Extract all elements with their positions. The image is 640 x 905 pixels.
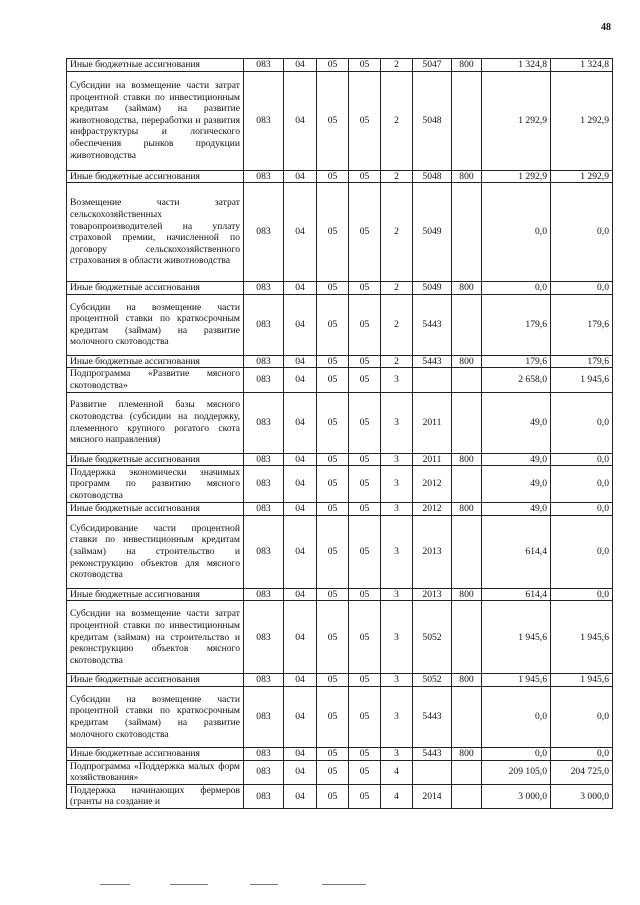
target-item-code: 2013	[413, 515, 452, 588]
expense-name: Иные бюджетные ассигнования	[67, 747, 244, 760]
expense-type-code	[452, 515, 482, 588]
target-item-code: 5443	[413, 686, 452, 747]
table-row	[67, 686, 613, 747]
table-row	[67, 515, 613, 588]
expense-name: Субсидии на возмещение части процентной ставки по краткосрочным кредитам (займам) на развитие молочного скотоводства	[67, 686, 244, 747]
subsection-code: 05	[317, 674, 349, 687]
subsection-code: 05	[317, 282, 349, 295]
expense-type-code: 800	[452, 453, 482, 466]
section-code: 04	[284, 59, 317, 72]
amount-second: 0,0	[551, 515, 613, 588]
amount-first: 0,0	[482, 282, 551, 295]
amount-first: 614,4	[482, 515, 551, 588]
target-item-code: 5443	[413, 294, 452, 355]
expense-type-code	[452, 601, 482, 674]
amount-second: 179,6	[551, 355, 613, 368]
amount-first: 49,0	[482, 503, 551, 516]
table-row	[67, 71, 613, 170]
expense-name: Поддержка начинающих фермеров (гранты на создание и	[67, 784, 244, 808]
ministry-code: 083	[244, 747, 284, 760]
section-code: 04	[284, 368, 317, 392]
section-code: 04	[284, 392, 317, 453]
program-code: 05	[349, 760, 381, 784]
expense-name: Возмещение части затрат сельскохозяйственных товаропроизводителей на уплату страховой премии, начисленной по договору сельскохозяйственного страхования в области животноводства	[67, 183, 244, 282]
ministry-code: 083	[244, 674, 284, 687]
table-row	[67, 503, 613, 516]
subsection-code: 05	[317, 784, 349, 808]
program-code: 05	[349, 294, 381, 355]
section-code: 04	[284, 747, 317, 760]
amount-second: 0,0	[551, 183, 613, 282]
program-code: 05	[349, 368, 381, 392]
subsection-code: 05	[317, 515, 349, 588]
program-code: 05	[349, 466, 381, 503]
program-code: 05	[349, 784, 381, 808]
amount-second: 1 292,9	[551, 170, 613, 183]
ministry-code: 083	[244, 368, 284, 392]
subprogram-code: 2	[381, 294, 413, 355]
amount-second: 3 000,0	[551, 784, 613, 808]
target-item-code: 5048	[413, 71, 452, 170]
amount-first: 614,4	[482, 588, 551, 601]
expense-type-code	[452, 784, 482, 808]
amount-first: 1 945,6	[482, 674, 551, 687]
target-item-code: 5049	[413, 282, 452, 295]
expense-type-code: 800	[452, 503, 482, 516]
amount-first: 49,0	[482, 392, 551, 453]
amount-second: 179,6	[551, 294, 613, 355]
program-code: 05	[349, 392, 381, 453]
table-row	[67, 588, 613, 601]
amount-second: 1 292,9	[551, 71, 613, 170]
subsection-code: 05	[317, 601, 349, 674]
budget-table-body	[67, 59, 613, 809]
subsection-code: 05	[317, 392, 349, 453]
table-row	[67, 760, 613, 784]
subsection-code: 05	[317, 183, 349, 282]
amount-second: 1 945,6	[551, 674, 613, 687]
amount-first: 0,0	[482, 686, 551, 747]
section-code: 04	[284, 601, 317, 674]
section-code: 04	[284, 71, 317, 170]
ministry-code: 083	[244, 515, 284, 588]
amount-first: 2 658,0	[482, 368, 551, 392]
table-row	[67, 282, 613, 295]
ministry-code: 083	[244, 503, 284, 516]
table-row	[67, 294, 613, 355]
amount-second: 1 945,6	[551, 368, 613, 392]
ministry-code: 083	[244, 453, 284, 466]
amount-second: 0,0	[551, 282, 613, 295]
subprogram-code: 2	[381, 183, 413, 282]
program-code: 05	[349, 183, 381, 282]
subprogram-code: 3	[381, 747, 413, 760]
section-code: 04	[284, 355, 317, 368]
subsection-code: 05	[317, 453, 349, 466]
subprogram-code: 3	[381, 588, 413, 601]
target-item-code: 5052	[413, 674, 452, 687]
amount-first: 209 105,0	[482, 760, 551, 784]
expense-name: Иные бюджетные ассигнования	[67, 59, 244, 72]
amount-first: 1 292,9	[482, 170, 551, 183]
section-code: 04	[284, 760, 317, 784]
section-code: 04	[284, 453, 317, 466]
ministry-code: 083	[244, 601, 284, 674]
amount-first: 1 324,8	[482, 59, 551, 72]
amount-first: 0,0	[482, 183, 551, 282]
section-code: 04	[284, 170, 317, 183]
target-item-code: 2011	[413, 392, 452, 453]
target-item-code: 5048	[413, 170, 452, 183]
subsection-code: 05	[317, 503, 349, 516]
ministry-code: 083	[244, 183, 284, 282]
subprogram-code: 3	[381, 515, 413, 588]
expense-name: Субсидии на возмещение части процентной ставки по краткосрочным кредитам (займам) на развитие молочного скотоводства	[67, 294, 244, 355]
amount-second: 1 945,6	[551, 601, 613, 674]
ministry-code: 083	[244, 760, 284, 784]
expense-type-code	[452, 686, 482, 747]
expense-name: Субсидии на возмещение части затрат процентной ставки по инвестиционным кредитам (займам) на строительство и реконструкцию объектов мясного скотоводства	[67, 601, 244, 674]
section-code: 04	[284, 282, 317, 295]
section-code: 04	[284, 466, 317, 503]
subsection-code: 05	[317, 588, 349, 601]
ministry-code: 083	[244, 294, 284, 355]
program-code: 05	[349, 747, 381, 760]
expense-type-code	[452, 368, 482, 392]
target-item-code	[413, 760, 452, 784]
page-bottom-marks	[0, 884, 640, 886]
program-code: 05	[349, 71, 381, 170]
section-code: 04	[284, 503, 317, 516]
program-code: 05	[349, 282, 381, 295]
target-item-code: 5443	[413, 747, 452, 760]
subprogram-code: 2	[381, 355, 413, 368]
expense-type-code: 800	[452, 59, 482, 72]
expense-name: Субсидии на возмещение части затрат процентной ставки по инвестиционным кредитам (займам) на развитие животноводства, переработки и развития инфраструктуры и логического обеспечения рынков продукции животноводства	[67, 71, 244, 170]
expense-type-code	[452, 466, 482, 503]
expense-name: Иные бюджетные ассигнования	[67, 503, 244, 516]
subsection-code: 05	[317, 686, 349, 747]
amount-first: 1 945,6	[482, 601, 551, 674]
program-code: 05	[349, 453, 381, 466]
target-item-code	[413, 368, 452, 392]
program-code: 05	[349, 588, 381, 601]
subprogram-code: 3	[381, 453, 413, 466]
target-item-code: 5047	[413, 59, 452, 72]
subprogram-code: 3	[381, 674, 413, 687]
expense-name: Иные бюджетные ассигнования	[67, 453, 244, 466]
ministry-code: 083	[244, 466, 284, 503]
expense-type-code: 800	[452, 170, 482, 183]
target-item-code: 2014	[413, 784, 452, 808]
amount-first: 49,0	[482, 453, 551, 466]
subprogram-code: 3	[381, 503, 413, 516]
subprogram-code: 2	[381, 71, 413, 170]
table-row	[67, 355, 613, 368]
target-item-code: 2011	[413, 453, 452, 466]
table-row	[67, 453, 613, 466]
amount-second: 0,0	[551, 588, 613, 601]
subsection-code: 05	[317, 71, 349, 170]
target-item-code: 5049	[413, 183, 452, 282]
expense-name: Иные бюджетные ассигнования	[67, 674, 244, 687]
ministry-code: 083	[244, 170, 284, 183]
section-code: 04	[284, 784, 317, 808]
subsection-code: 05	[317, 355, 349, 368]
subprogram-code: 2	[381, 170, 413, 183]
expense-name: Иные бюджетные ассигнования	[67, 355, 244, 368]
section-code: 04	[284, 674, 317, 687]
subprogram-code: 3	[381, 368, 413, 392]
program-code: 05	[349, 686, 381, 747]
subprogram-code: 3	[381, 686, 413, 747]
program-code: 05	[349, 515, 381, 588]
subsection-code: 05	[317, 747, 349, 760]
table-row	[67, 674, 613, 687]
section-code: 04	[284, 588, 317, 601]
table-row	[67, 466, 613, 503]
ministry-code: 083	[244, 71, 284, 170]
expense-name: Иные бюджетные ассигнования	[67, 282, 244, 295]
amount-first: 179,6	[482, 294, 551, 355]
subprogram-code: 2	[381, 282, 413, 295]
table-row	[67, 392, 613, 453]
table-row	[67, 784, 613, 808]
subsection-code: 05	[317, 466, 349, 503]
budget-table	[66, 58, 613, 809]
target-item-code: 2012	[413, 503, 452, 516]
section-code: 04	[284, 183, 317, 282]
table-row	[67, 601, 613, 674]
amount-second: 0,0	[551, 392, 613, 453]
expense-name: Иные бюджетные ассигнования	[67, 170, 244, 183]
page-number: 48	[601, 22, 611, 33]
expense-name: Подпрограмма «Развитие мясного скотоводства»	[67, 368, 244, 392]
table-row	[67, 170, 613, 183]
expense-type-code	[452, 71, 482, 170]
expense-name: Подпрограмма «Поддержка малых форм хозяйствования»	[67, 760, 244, 784]
table-row	[67, 183, 613, 282]
amount-first: 179,6	[482, 355, 551, 368]
subsection-code: 05	[317, 294, 349, 355]
program-code: 05	[349, 170, 381, 183]
expense-type-code: 800	[452, 747, 482, 760]
subsection-code: 05	[317, 59, 349, 72]
program-code: 05	[349, 503, 381, 516]
target-item-code: 5052	[413, 601, 452, 674]
ministry-code: 083	[244, 282, 284, 295]
program-code: 05	[349, 355, 381, 368]
amount-second: 0,0	[551, 453, 613, 466]
program-code: 05	[349, 601, 381, 674]
amount-first: 1 292,9	[482, 71, 551, 170]
target-item-code: 2013	[413, 588, 452, 601]
expense-type-code	[452, 294, 482, 355]
expense-name: Развитие племенной базы мясного скотоводства (субсидии на поддержку, племенного крупного рогатого скота мясного направления)	[67, 392, 244, 453]
program-code: 05	[349, 59, 381, 72]
ministry-code: 083	[244, 686, 284, 747]
section-code: 04	[284, 686, 317, 747]
amount-second: 1 324,8	[551, 59, 613, 72]
target-item-code: 2012	[413, 466, 452, 503]
subprogram-code: 3	[381, 466, 413, 503]
target-item-code: 5443	[413, 355, 452, 368]
expense-type-code: 800	[452, 282, 482, 295]
subprogram-code: 3	[381, 392, 413, 453]
amount-first: 49,0	[482, 466, 551, 503]
amount-second: 0,0	[551, 747, 613, 760]
amount-first: 0,0	[482, 747, 551, 760]
subprogram-code: 4	[381, 784, 413, 808]
subsection-code: 05	[317, 368, 349, 392]
amount-second: 0,0	[551, 466, 613, 503]
section-code: 04	[284, 515, 317, 588]
amount-first: 3 000,0	[482, 784, 551, 808]
subprogram-code: 3	[381, 601, 413, 674]
expense-type-code	[452, 392, 482, 453]
subprogram-code: 2	[381, 59, 413, 72]
subsection-code: 05	[317, 760, 349, 784]
ministry-code: 083	[244, 588, 284, 601]
expense-name: Субсидирование части процентной ставки по инвестиционным кредитам (займам) на строительство и реконструкцию объектов для мясного скотоводства	[67, 515, 244, 588]
subsection-code: 05	[317, 170, 349, 183]
section-code: 04	[284, 294, 317, 355]
expense-type-code: 800	[452, 588, 482, 601]
expense-type-code: 800	[452, 674, 482, 687]
table-row	[67, 368, 613, 392]
expense-name: Иные бюджетные ассигнования	[67, 588, 244, 601]
table-row	[67, 59, 613, 72]
program-code: 05	[349, 674, 381, 687]
expense-type-code	[452, 760, 482, 784]
ministry-code: 083	[244, 784, 284, 808]
expense-type-code: 800	[452, 355, 482, 368]
amount-second: 0,0	[551, 686, 613, 747]
expense-name: Поддержка экономически значимых программ по развитию мясного скотоводства	[67, 466, 244, 503]
table-row	[67, 747, 613, 760]
ministry-code: 083	[244, 59, 284, 72]
amount-second: 204 725,0	[551, 760, 613, 784]
subprogram-code: 4	[381, 760, 413, 784]
amount-second: 0,0	[551, 503, 613, 516]
ministry-code: 083	[244, 392, 284, 453]
expense-type-code	[452, 183, 482, 282]
ministry-code: 083	[244, 355, 284, 368]
